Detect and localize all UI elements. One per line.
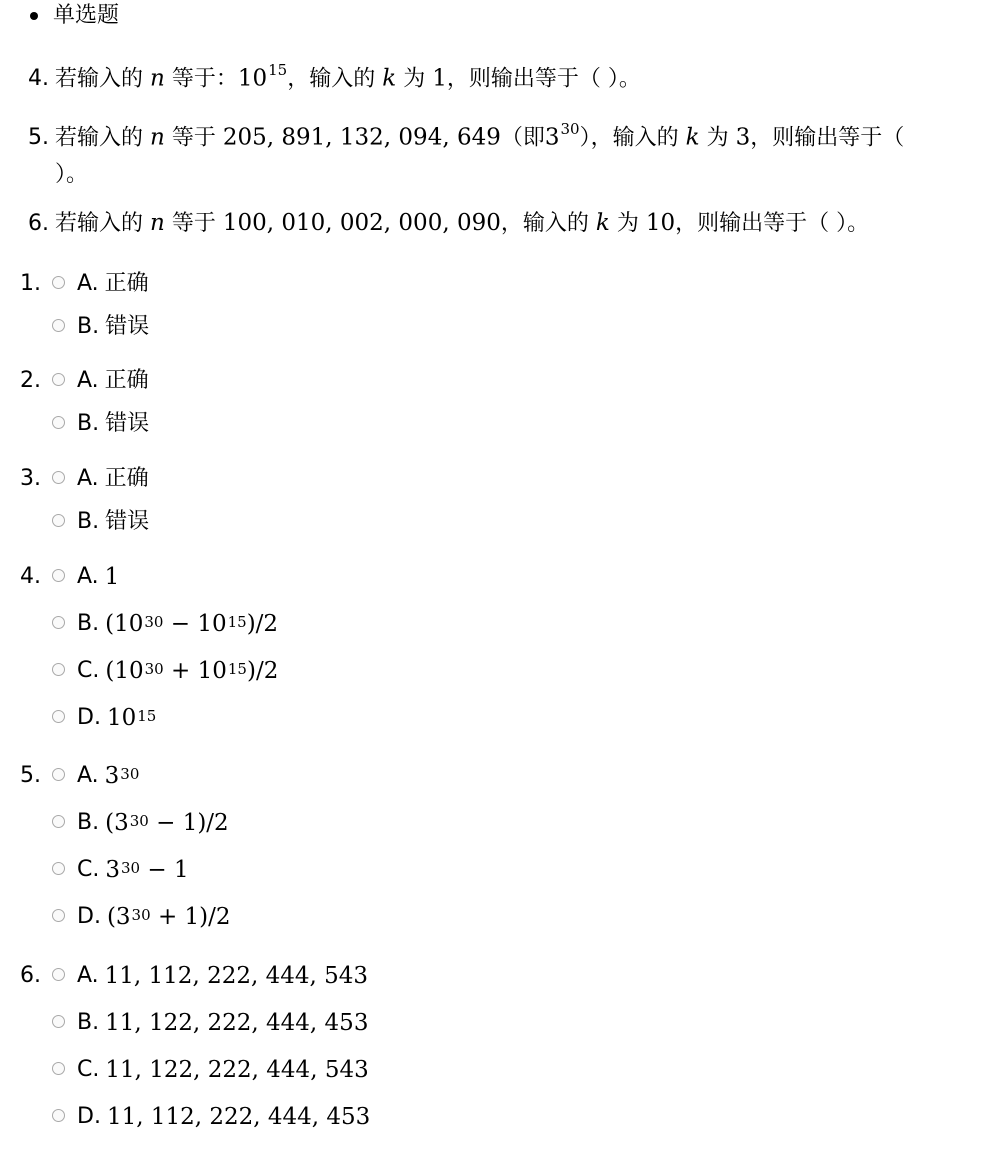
option-label: A.	[77, 963, 99, 988]
stem-text: 等于：	[171, 66, 238, 92]
math-exponent: 30	[120, 765, 140, 783]
radio-icon[interactable]	[52, 373, 65, 386]
stem-text-wrapped: ）。	[55, 162, 89, 187]
math-value: 3	[544, 124, 560, 151]
option-label: B.	[77, 411, 100, 436]
math-value: (3	[106, 904, 131, 930]
option-5-d[interactable]	[52, 895, 231, 939]
math-value: 11, 122, 222, 444, 453	[105, 1010, 369, 1036]
option-4-c[interactable]	[52, 649, 278, 693]
math-value: (3	[105, 810, 129, 836]
math-value: + 10	[163, 658, 227, 684]
option-6-d[interactable]	[52, 1095, 370, 1139]
option-2-b[interactable]	[52, 402, 149, 446]
stem-text: ，则输出等于（ ）。	[446, 66, 641, 92]
option-3-a[interactable]	[52, 457, 149, 501]
math-value: 1	[104, 564, 120, 590]
option-label: A.	[77, 368, 99, 393]
stem-text: ，则输出等于（	[750, 125, 905, 151]
math-value: )/2	[246, 611, 279, 637]
math-var-n: n	[150, 124, 165, 151]
math-exponent: 30	[144, 660, 164, 678]
radio-icon[interactable]	[52, 1015, 65, 1028]
stem-text: 等于	[171, 125, 216, 151]
answer-group-number: 5.	[20, 763, 41, 788]
math-value: 1	[432, 65, 447, 92]
option-2-a[interactable]	[52, 359, 149, 403]
option-text: 错误	[105, 509, 150, 534]
stem-text: 等于	[171, 211, 216, 236]
section-title: 单选题	[53, 3, 120, 28]
radio-icon[interactable]	[52, 815, 65, 828]
stem-text: ），输入的	[579, 125, 679, 151]
math-value: 11, 112, 222, 444, 543	[104, 963, 369, 989]
math-value: − 10	[163, 611, 227, 637]
math-var-k: k	[685, 124, 700, 151]
option-6-b[interactable]	[52, 1001, 368, 1045]
option-1-a[interactable]	[52, 262, 149, 306]
radio-icon[interactable]	[52, 1062, 65, 1075]
option-5-b[interactable]	[52, 801, 229, 845]
section-header	[30, 0, 119, 32]
math-var-k: k	[382, 65, 397, 92]
math-value: − 1)/2	[148, 810, 229, 836]
option-4-a[interactable]	[52, 555, 119, 599]
math-exponent: 30	[131, 906, 151, 924]
math-value: )/2	[246, 658, 279, 684]
stem-text: （即	[500, 125, 545, 151]
radio-icon[interactable]	[52, 710, 65, 723]
math-value: 10	[237, 65, 268, 92]
option-label: B.	[77, 611, 100, 636]
option-5-a[interactable]	[52, 754, 139, 798]
stem-text: 若输入的	[55, 125, 144, 151]
stem-text: ，输入的	[287, 66, 376, 92]
stem-text: ，则输出等于（ ）。	[675, 211, 870, 236]
option-6-a[interactable]	[52, 954, 368, 998]
stem-text: 若输入的	[55, 66, 144, 92]
radio-icon[interactable]	[52, 968, 65, 981]
option-label: A.	[77, 466, 99, 491]
math-exponent: 30	[129, 812, 149, 830]
math-exponent: 30	[144, 613, 164, 631]
math-exponent: 30	[121, 859, 141, 877]
radio-icon[interactable]	[52, 909, 65, 922]
stem-text: 为	[706, 125, 729, 151]
option-text: 正确	[104, 466, 149, 491]
math-var-n: n	[150, 65, 165, 92]
question-stem-4	[28, 50, 968, 101]
math-exponent: 15	[137, 707, 157, 725]
option-label: B.	[77, 810, 100, 835]
math-exponent: 15	[227, 660, 247, 678]
option-6-c[interactable]	[52, 1048, 369, 1092]
math-exponent: 15	[227, 613, 247, 631]
option-4-d[interactable]	[52, 696, 156, 740]
option-label: D.	[77, 904, 101, 929]
option-label: B.	[77, 314, 100, 339]
math-value: − 1	[140, 857, 189, 883]
math-value: 10	[645, 210, 676, 236]
option-text: 错误	[105, 314, 150, 339]
math-exponent: 30	[560, 120, 580, 138]
option-label: C.	[77, 1057, 100, 1082]
question-number: 4.	[28, 66, 49, 92]
radio-icon[interactable]	[52, 862, 65, 875]
radio-icon[interactable]	[52, 514, 65, 527]
math-value: 3	[104, 763, 120, 789]
radio-icon[interactable]	[52, 663, 65, 676]
radio-icon[interactable]	[52, 569, 65, 582]
option-5-c[interactable]	[52, 848, 189, 892]
option-label: C.	[77, 857, 100, 882]
radio-icon[interactable]	[52, 768, 65, 781]
math-value: + 1)/2	[150, 904, 231, 930]
math-value: 11, 122, 222, 444, 543	[105, 1057, 369, 1083]
option-label: B.	[77, 509, 100, 534]
stem-text: 为	[616, 211, 639, 236]
option-label: B.	[77, 1010, 100, 1035]
stem-text: 若输入的	[55, 211, 144, 236]
option-4-b[interactable]	[52, 602, 278, 646]
option-1-b[interactable]	[52, 305, 149, 349]
answer-group-number: 3.	[20, 466, 41, 491]
math-exponent: 15	[268, 61, 288, 79]
question-number: 6.	[28, 211, 49, 236]
math-value: 100, 010, 002, 000, 090	[222, 210, 501, 236]
option-label: C.	[77, 658, 100, 683]
math-value: 205, 891, 132, 094, 649	[222, 124, 501, 151]
radio-icon[interactable]	[52, 616, 65, 629]
math-value: 3	[105, 857, 120, 883]
math-value: 3	[735, 124, 751, 151]
stem-text: 为	[403, 66, 426, 92]
radio-icon[interactable]	[52, 416, 65, 429]
option-text: 正确	[104, 271, 149, 296]
answer-group-number: 1.	[20, 271, 41, 296]
option-text: 错误	[105, 411, 150, 436]
math-value: 11, 112, 222, 444, 453	[106, 1104, 371, 1130]
answer-group-number: 2.	[20, 368, 41, 393]
math-value: 10	[106, 705, 137, 731]
math-var-n: n	[150, 210, 165, 236]
math-value: (10	[105, 611, 144, 637]
option-label: A.	[77, 763, 99, 788]
radio-icon[interactable]	[52, 276, 65, 289]
option-label: D.	[77, 1104, 101, 1129]
question-stem-6	[28, 201, 968, 246]
answer-group-number: 4.	[20, 564, 41, 589]
option-label: D.	[77, 705, 101, 730]
bullet-icon	[30, 12, 38, 20]
answer-group-number: 6.	[20, 963, 41, 988]
option-text: 正确	[104, 368, 149, 393]
radio-icon[interactable]	[52, 471, 65, 484]
radio-icon[interactable]	[52, 1109, 65, 1122]
question-stem-5	[28, 109, 968, 187]
stem-text: ，输入的	[500, 211, 589, 236]
math-value: (10	[105, 658, 144, 684]
radio-icon[interactable]	[52, 319, 65, 332]
option-label: A.	[77, 564, 99, 589]
option-label: A.	[77, 271, 99, 296]
option-3-b[interactable]	[52, 500, 149, 544]
math-var-k: k	[595, 210, 610, 236]
question-number: 5.	[28, 125, 49, 151]
